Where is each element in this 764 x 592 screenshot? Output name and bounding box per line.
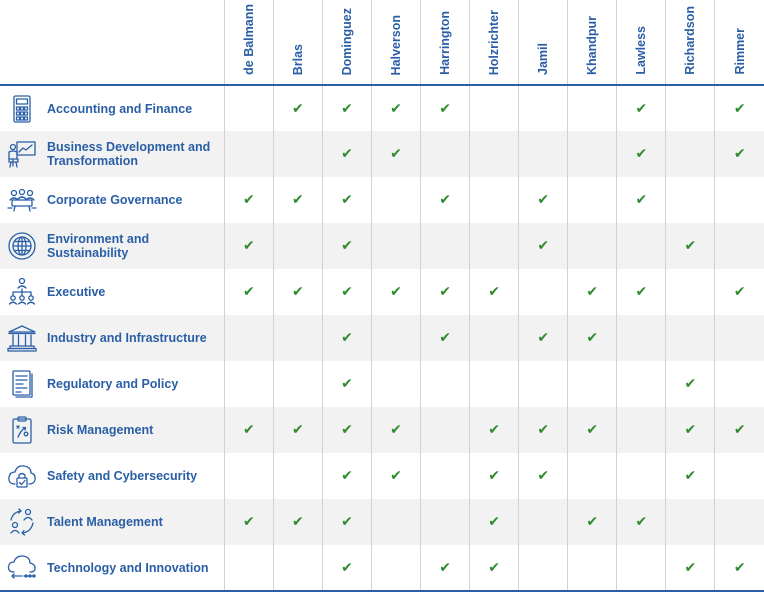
checkmark-icon: ✔	[439, 284, 451, 300]
director-name: Khandpur	[585, 15, 600, 75]
matrix-cell-de-balmann	[224, 453, 273, 499]
matrix-cell-holzrichter	[470, 85, 519, 131]
checkmark-icon: ✔	[488, 284, 500, 300]
matrix-cell-halverson	[371, 177, 420, 223]
matrix-cell-lawless	[617, 269, 666, 315]
checkmark-icon: ✔	[635, 514, 648, 530]
director-name: Halverson	[389, 14, 403, 75]
checkmark-icon: ✔	[341, 422, 353, 438]
checkmark-icon: ✔	[292, 422, 304, 438]
matrix-cell-rimmer	[715, 499, 764, 545]
matrix-cell-jamil	[519, 407, 568, 453]
presentation-board-icon	[6, 138, 38, 170]
checkmark-icon: ✔	[733, 146, 746, 162]
matrix-cell-jamil	[519, 269, 568, 315]
matrix-cell-de-balmann	[224, 315, 273, 361]
checkmark-icon: ✔	[439, 100, 451, 117]
matrix-cell-dominguez	[322, 315, 371, 361]
checkmark-icon: ✔	[390, 422, 402, 438]
checkmark-icon: ✔	[292, 514, 304, 530]
matrix-cell-rimmer	[715, 453, 764, 499]
cloud-network-icon	[6, 552, 38, 584]
matrix-cell-brlas	[273, 361, 322, 407]
checkmark-icon: ✔	[733, 422, 746, 438]
checkmark-icon: ✔	[242, 514, 255, 530]
skill-label-group	[0, 224, 224, 268]
matrix-cell-brlas	[273, 177, 322, 223]
matrix-cell-brlas	[273, 407, 322, 453]
matrix-cell-dominguez	[322, 177, 371, 223]
matrix-cell-lawless	[617, 545, 666, 591]
matrix-cell-halverson	[371, 407, 420, 453]
director-name: Lawless	[634, 26, 649, 75]
director-name: Dominguez	[339, 7, 354, 75]
matrix-cell-jamil	[519, 545, 568, 591]
matrix-cell-halverson	[371, 361, 420, 407]
director-header-khandpur	[568, 0, 617, 85]
checkmark-icon: ✔	[341, 284, 353, 300]
skill-cell	[0, 407, 224, 453]
matrix-cell-rimmer	[715, 131, 764, 177]
checkmark-icon: ✔	[341, 146, 353, 162]
checkmark-icon: ✔	[439, 559, 451, 576]
skill-label: Business Development and Transformation	[47, 140, 211, 168]
matrix-cell-halverson	[371, 315, 420, 361]
checkmark-icon: ✔	[635, 146, 648, 162]
director-header-brlas	[273, 0, 322, 85]
checkmark-icon: ✔	[586, 284, 599, 300]
clipboard-strategy-icon	[6, 414, 38, 446]
matrix-cell-lawless	[617, 131, 666, 177]
boardroom-meeting-icon	[6, 184, 38, 216]
director-header-jamil	[519, 0, 568, 85]
checkmark-icon: ✔	[390, 468, 402, 484]
matrix-cell-de-balmann	[224, 177, 273, 223]
matrix-cell-holzrichter	[470, 269, 519, 315]
matrix-cell-holzrichter	[470, 407, 519, 453]
matrix-cell-harrington	[421, 453, 470, 499]
skill-cell	[0, 131, 224, 177]
checkmark-icon: ✔	[341, 514, 353, 530]
checkmark-icon: ✔	[684, 422, 697, 438]
matrix-cell-brlas	[273, 131, 322, 177]
matrix-cell-khandpur	[568, 499, 617, 545]
matrix-cell-jamil	[519, 177, 568, 223]
checkmark-icon: ✔	[537, 422, 550, 438]
skill-cell	[0, 499, 224, 545]
matrix-cell-brlas	[273, 85, 322, 131]
matrix-cell-rimmer	[715, 177, 764, 223]
checkmark-icon: ✔	[242, 422, 255, 438]
matrix-cell-dominguez	[322, 85, 371, 131]
skill-cell	[0, 223, 224, 269]
matrix-cell-de-balmann	[224, 545, 273, 591]
skill-label-group	[0, 316, 224, 360]
matrix-cell-lawless	[617, 177, 666, 223]
checkmark-icon: ✔	[488, 422, 500, 438]
globe-icon	[6, 230, 38, 262]
matrix-cell-harrington	[421, 269, 470, 315]
director-header-dominguez	[322, 0, 371, 85]
matrix-cell-holzrichter	[470, 315, 519, 361]
matrix-cell-jamil	[519, 85, 568, 131]
matrix-cell-richardson	[666, 361, 715, 407]
matrix-cell-halverson	[371, 85, 420, 131]
checkmark-icon: ✔	[292, 192, 304, 208]
director-header-richardson	[666, 0, 715, 85]
matrix-cell-dominguez	[322, 361, 371, 407]
checkmark-icon: ✔	[390, 284, 402, 300]
checkmark-icon: ✔	[537, 192, 550, 208]
matrix-cell-khandpur	[568, 453, 617, 499]
checkmark-icon: ✔	[390, 100, 402, 117]
matrix-cell-khandpur	[568, 223, 617, 269]
matrix-cell-richardson	[666, 177, 715, 223]
director-name: de Balmann	[241, 4, 256, 75]
matrix-cell-brlas	[273, 545, 322, 591]
matrix-cell-dominguez	[322, 269, 371, 315]
skill-label: Industry and Infrastructure	[47, 331, 207, 345]
director-name: Brlas	[290, 43, 305, 75]
checkmark-icon: ✔	[537, 468, 550, 484]
checkmark-icon: ✔	[733, 284, 746, 300]
skill-label: Environment and Sustainability	[47, 232, 150, 260]
matrix-cell-richardson	[666, 131, 715, 177]
matrix-cell-rimmer	[715, 545, 764, 591]
skill-label-group	[0, 87, 224, 131]
matrix-cell-jamil	[519, 223, 568, 269]
matrix-cell-holzrichter	[470, 453, 519, 499]
director-header-halverson	[371, 0, 420, 85]
checkmark-icon: ✔	[586, 514, 599, 530]
matrix-cell-halverson	[371, 269, 420, 315]
checkmark-icon: ✔	[439, 192, 451, 208]
matrix-cell-rimmer	[715, 315, 764, 361]
skill-row-technology-and-innovation	[0, 545, 764, 591]
matrix-cell-holzrichter	[470, 223, 519, 269]
matrix-cell-richardson	[666, 85, 715, 131]
checkmark-icon: ✔	[292, 284, 304, 300]
matrix-cell-jamil	[519, 453, 568, 499]
skill-cell	[0, 361, 224, 407]
matrix-cell-de-balmann	[224, 407, 273, 453]
checkmark-icon: ✔	[341, 559, 353, 576]
matrix-cell-harrington	[421, 545, 470, 591]
matrix-cell-richardson	[666, 499, 715, 545]
matrix-cell-halverson	[371, 131, 420, 177]
director-header-row	[0, 0, 764, 85]
skill-cell	[0, 453, 224, 499]
matrix-cell-dominguez	[322, 499, 371, 545]
matrix-cell-dominguez	[322, 545, 371, 591]
checkmark-icon: ✔	[341, 330, 353, 346]
skill-cell	[0, 269, 224, 315]
matrix-cell-brlas	[273, 315, 322, 361]
matrix-cell-halverson	[371, 223, 420, 269]
skill-label-group	[0, 132, 224, 176]
checkmark-icon: ✔	[341, 468, 353, 484]
matrix-cell-halverson	[371, 499, 420, 545]
checkmark-icon: ✔	[242, 192, 255, 208]
checkmark-icon: ✔	[390, 146, 402, 162]
matrix-cell-khandpur	[568, 269, 617, 315]
matrix-cell-harrington	[421, 177, 470, 223]
matrix-cell-harrington	[421, 499, 470, 545]
director-name: Rimmer	[732, 28, 747, 75]
checkmark-icon: ✔	[488, 514, 500, 530]
matrix-cell-holzrichter	[470, 177, 519, 223]
skill-row-corporate-governance	[0, 177, 764, 223]
checkmark-icon: ✔	[733, 559, 746, 576]
matrix-cell-harrington	[421, 223, 470, 269]
checkmark-icon: ✔	[537, 330, 550, 346]
director-header-lawless	[617, 0, 666, 85]
matrix-cell-brlas	[273, 453, 322, 499]
matrix-cell-rimmer	[715, 269, 764, 315]
matrix-cell-khandpur	[568, 361, 617, 407]
matrix-cell-richardson	[666, 407, 715, 453]
checkmark-icon: ✔	[292, 100, 304, 117]
skill-row-industry-and-infrastructure	[0, 315, 764, 361]
matrix-cell-harrington	[421, 361, 470, 407]
matrix-cell-dominguez	[322, 131, 371, 177]
director-name: Jamil	[536, 43, 551, 75]
matrix-cell-holzrichter	[470, 499, 519, 545]
matrix-cell-rimmer	[715, 407, 764, 453]
checkmark-icon: ✔	[684, 468, 697, 484]
matrix-cell-halverson	[371, 453, 420, 499]
matrix-cell-richardson	[666, 453, 715, 499]
checkmark-icon: ✔	[341, 100, 353, 117]
skill-label-group	[0, 408, 224, 452]
matrix-cell-richardson	[666, 269, 715, 315]
calculator-icon	[6, 93, 38, 125]
matrix-cell-brlas	[273, 269, 322, 315]
matrix-cell-rimmer	[715, 223, 764, 269]
matrix-cell-lawless	[617, 85, 666, 131]
checkmark-icon: ✔	[439, 330, 451, 346]
checkmark-icon: ✔	[242, 238, 255, 254]
matrix-cell-harrington	[421, 131, 470, 177]
org-chart-icon	[6, 276, 38, 308]
director-name: Holzrichter	[487, 9, 502, 75]
matrix-cell-de-balmann	[224, 499, 273, 545]
skill-label-group	[0, 270, 224, 314]
skill-cell	[0, 545, 224, 591]
matrix-cell-jamil	[519, 499, 568, 545]
matrix-cell-harrington	[421, 407, 470, 453]
director-name: Harrington	[438, 11, 453, 75]
checkmark-icon: ✔	[341, 238, 353, 254]
skill-label: Risk Management	[47, 423, 154, 437]
skill-row-business-development-and-transformation	[0, 131, 764, 177]
matrix-cell-jamil	[519, 131, 568, 177]
matrix-cell-harrington	[421, 85, 470, 131]
matrix-cell-halverson	[371, 545, 420, 591]
director-header-holzrichter	[470, 0, 519, 85]
skill-label: Executive	[47, 285, 106, 299]
checkmark-icon: ✔	[586, 330, 599, 346]
skill-label: Regulatory and Policy	[47, 377, 179, 391]
matrix-cell-richardson	[666, 315, 715, 361]
matrix-cell-de-balmann	[224, 85, 273, 131]
skill-row-regulatory-and-policy	[0, 361, 764, 407]
checkmark-icon: ✔	[586, 422, 599, 438]
skill-label-group	[0, 546, 224, 590]
matrix-cell-jamil	[519, 361, 568, 407]
checkmark-icon: ✔	[684, 238, 697, 254]
matrix-cell-holzrichter	[470, 545, 519, 591]
skill-row-accounting-and-finance	[0, 85, 764, 131]
matrix-cell-de-balmann	[224, 131, 273, 177]
skill-label: Technology and Innovation	[47, 560, 209, 575]
checkmark-icon: ✔	[242, 284, 255, 300]
checkmark-icon: ✔	[635, 284, 648, 300]
skill-label: Safety and Cybersecurity	[47, 469, 198, 483]
checkmark-icon: ✔	[684, 376, 697, 392]
director-name: Richardson	[683, 6, 698, 75]
checkmark-icon: ✔	[684, 559, 697, 576]
director-header-rimmer	[715, 0, 764, 85]
checkmark-icon: ✔	[488, 468, 500, 484]
matrix-cell-khandpur	[568, 177, 617, 223]
matrix-cell-khandpur	[568, 315, 617, 361]
matrix-cell-brlas	[273, 499, 322, 545]
matrix-cell-de-balmann	[224, 223, 273, 269]
skill-row-risk-management	[0, 407, 764, 453]
skills-body	[0, 85, 764, 591]
matrix-cell-richardson	[666, 223, 715, 269]
checkmark-icon: ✔	[341, 376, 353, 392]
skill-row-executive	[0, 269, 764, 315]
matrix-cell-dominguez	[322, 407, 371, 453]
document-icon	[6, 368, 38, 400]
matrix-cell-dominguez	[322, 223, 371, 269]
skill-cell	[0, 177, 224, 223]
checkmark-icon: ✔	[537, 238, 550, 254]
header-corner	[0, 0, 224, 85]
checkmark-icon: ✔	[488, 559, 500, 576]
skill-label-group	[0, 454, 224, 498]
matrix-cell-lawless	[617, 499, 666, 545]
skill-label: Talent Management	[47, 515, 163, 529]
skill-row-talent-management	[0, 499, 764, 545]
skill-label-group	[0, 362, 224, 406]
matrix-cell-de-balmann	[224, 361, 273, 407]
director-header-harrington	[421, 0, 470, 85]
skill-cell	[0, 315, 224, 361]
skill-label-group	[0, 500, 224, 544]
people-exchange-icon	[6, 506, 38, 538]
matrix-cell-jamil	[519, 315, 568, 361]
matrix-cell-khandpur	[568, 85, 617, 131]
checkmark-icon: ✔	[635, 100, 648, 117]
matrix-cell-lawless	[617, 315, 666, 361]
matrix-cell-brlas	[273, 223, 322, 269]
matrix-cell-lawless	[617, 453, 666, 499]
skill-cell	[0, 85, 224, 131]
checkmark-icon: ✔	[341, 192, 353, 208]
matrix-cell-rimmer	[715, 85, 764, 131]
building-columns-icon	[6, 322, 38, 354]
matrix-cell-holzrichter	[470, 131, 519, 177]
matrix-cell-khandpur	[568, 407, 617, 453]
skill-label: Accounting and Finance	[47, 101, 193, 116]
matrix-cell-dominguez	[322, 453, 371, 499]
skill-label-group	[0, 178, 224, 222]
matrix-cell-de-balmann	[224, 269, 273, 315]
matrix-cell-richardson	[666, 545, 715, 591]
matrix-cell-lawless	[617, 407, 666, 453]
matrix-cell-lawless	[617, 361, 666, 407]
matrix-cell-holzrichter	[470, 361, 519, 407]
cloud-lock-icon	[6, 460, 38, 492]
checkmark-icon: ✔	[635, 192, 648, 208]
director-header-de-balmann	[224, 0, 273, 85]
skill-row-environment-and-sustainability	[0, 223, 764, 269]
matrix-cell-khandpur	[568, 545, 617, 591]
matrix-cell-harrington	[421, 315, 470, 361]
skill-label: Corporate Governance	[47, 193, 183, 207]
skill-row-safety-and-cybersecurity	[0, 453, 764, 499]
matrix-cell-rimmer	[715, 361, 764, 407]
checkmark-icon: ✔	[733, 100, 746, 117]
matrix-cell-khandpur	[568, 131, 617, 177]
matrix-cell-lawless	[617, 223, 666, 269]
